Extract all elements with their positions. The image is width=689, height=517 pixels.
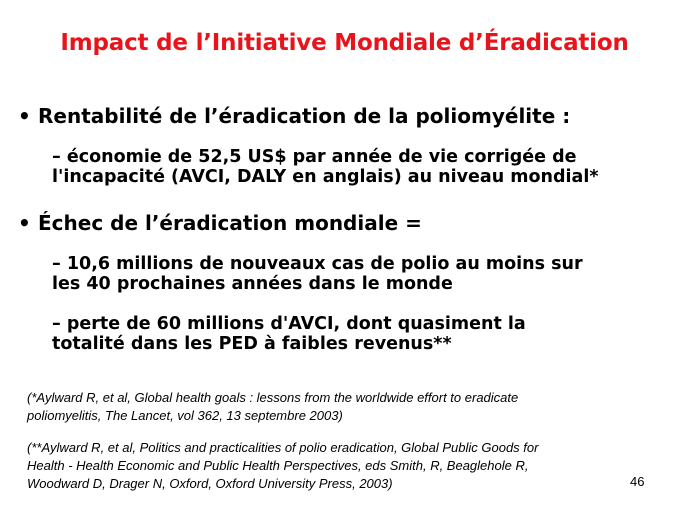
subitem-economie xyxy=(52,147,598,187)
reference-line: (*Aylward R, et al, Global health goals : lessons from the worldwide effort to eradicate xyxy=(27,390,519,405)
bullet-marker: • xyxy=(18,211,31,235)
subitem-nouveaux-cas xyxy=(52,254,583,294)
page-number: 46 xyxy=(630,474,645,489)
subitem-line: totalité dans les PED à faibles revenus** xyxy=(52,334,452,354)
slide-title: Impact de l’Initiative Mondiale d’Éradication xyxy=(60,30,629,56)
reference-line: (**Aylward R, et al, Politics and practicalities of polio eradication, Global Public Goods for xyxy=(27,440,539,455)
reference-line: Health - Health Economic and Public Health Perspectives, eds Smith, R, Beaglehole R, xyxy=(27,458,529,473)
subitem-line: – perte de 60 millions d'AVCI, dont quasiment la xyxy=(52,314,526,334)
subitem-line: l'incapacité (AVCI, DALY en anglais) au niveau mondial* xyxy=(52,167,599,187)
subitem-line: – économie de 52,5 US$ par année de vie corrigée de xyxy=(52,147,577,167)
subitem-line: – 10,6 millions de nouveaux cas de polio au moins sur xyxy=(52,254,583,274)
reference-line: poliomyelitis, The Lancet, vol 362, 13 septembre 2003) xyxy=(27,408,343,423)
reference-lancet xyxy=(27,389,518,425)
bullet-echec xyxy=(18,211,422,235)
reference-oxford xyxy=(27,439,538,493)
bullet-rentabilite xyxy=(18,104,570,128)
bullet-text: Échec de l’éradication mondiale = xyxy=(38,211,422,235)
reference-line: Woodward D, Drager N, Oxford, Oxford University Press, 2003) xyxy=(27,476,393,491)
bullet-marker: • xyxy=(18,104,31,128)
bullet-text: Rentabilité de l’éradication de la poliomyélite : xyxy=(38,104,571,128)
subitem-line: les 40 prochaines années dans le monde xyxy=(52,274,453,294)
subitem-perte-avci xyxy=(52,314,526,354)
